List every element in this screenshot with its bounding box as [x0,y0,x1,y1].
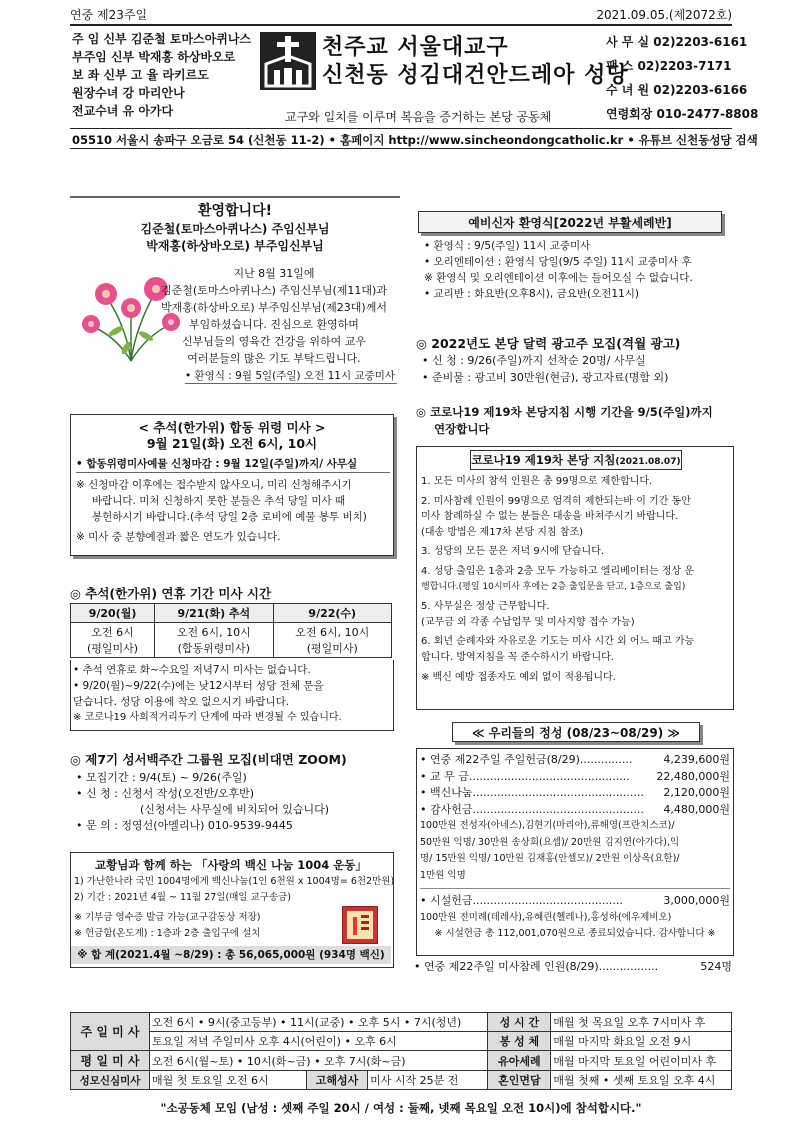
schedule-benediction: 매월 마지막 화요일 오전 9시 [551,1032,732,1051]
covid-title-continued: 연장합니다 [434,422,490,436]
staff-pastor: 주 임 신부 김준철 토마스아퀴나스 [72,32,252,46]
catechumen-line: • 교리반 : 화요반(오후8시), 금요반(오전11시) [424,288,639,300]
table-header: 9/22(수) [273,604,391,623]
facility-donors: 100만원 전미례(데레사),유혜린(헬레나),홍성하(에우제비오) [420,911,672,923]
offering-label: • 연중 제22주일 주일헌금(8/29)............... [420,753,633,766]
offering-row [420,893,730,910]
issue-bar [70,6,732,26]
calendar-ad-details [422,352,668,386]
calendar-ad-line: • 준비물 : 광고비 30만원(현금), 광고자료(명함 외) [422,371,669,384]
schedule-label-marian: 성모신심미사 [71,1071,150,1090]
chuseok-note-incense: ※ 미사 중 분향예절과 짧은 연도가 있습니다. [76,531,281,543]
covid-item: 6. 회년 순례자와 자유로운 기도는 미사 시간 외 어느 때고 가능 [421,636,695,648]
vaccine-line: ※ 헌금함(온도계) : 1층과 2층 출입구에 설치 [74,928,261,939]
schedule-label-holy-hour: 성 시 간 [488,1013,551,1032]
calendar-ad-line: • 신 청 : 9/26(주일)까지 선착순 20명/ 사무실 [422,354,646,367]
table-header: 9/21(화) 추석 [155,604,273,623]
contact-convent: 수 녀 원 02)2203-6166 [606,83,748,97]
schedule-label-infant: 유아세례 [488,1051,551,1071]
staff-list [72,30,262,120]
covid-item: ※ 백신 예방 접종자도 예외 없이 적용됩니다. [421,671,616,683]
staff-superior: 원장수녀 강 마리안나 [72,86,185,100]
issue-label: 연중 제23주일 [70,8,148,22]
bible-week-line: • 모집기간 : 9/4(토) ~ 9/26(주일) [76,771,247,784]
church-title-parish: 신천동 성김대건안드레아 성당 [322,63,629,88]
donor-line: 100만원 전성자(아네스),김현기(마리아),류해영(프란치스코)/ [420,820,675,831]
parish-logo-icon [258,30,318,92]
contact-fax: 팩 스 02)2203-7171 [606,59,732,73]
schedule-holy-hour: 매월 첫 목요일 오후 7시미사 후 [551,1013,732,1032]
table-cell [273,623,391,658]
bible-week-details [76,770,329,834]
welcome-associate: 박재홍(하상바오로) 부주임신부님 [146,239,324,253]
table-cell [155,623,273,658]
mass-kind: (평일미사) [87,642,139,655]
welcome-body-line: 박재홍(하상바오로) 부주임신부님(제23대)께서 [161,301,387,314]
schedule-marriage: 매월 첫째 • 셋째 토요일 오후 4시 [551,1071,732,1090]
offering-row [420,752,730,769]
address-bar: 05510 서울시 송파구 오금로 54 (신천동 11-2) • 홈페이지 http://www.sincheondongcatholic.kr • 유튜브 신천동성당 검색 [72,133,758,147]
catechumen-line: ※ 환영식 및 오리엔테이션 이후에는 들어오실 수 없습니다. [424,272,693,284]
welcome-body-line: 부임하셨습니다. 진심으로 환영하며 [189,318,359,331]
catechumen-line: • 오리엔테이션 : 환영식 당일(9/5 주일) 11시 교중미사 후 [424,256,692,268]
holiday-mass-table [70,603,392,658]
offerings-title: ≪ 우리들의 정성 (08/23~08/29) ≫ [472,726,680,740]
offering-row [420,802,730,819]
welcome-body-line: 김준철(토마스아퀴나스) 주임신부님(제11대)과 [161,284,387,297]
attendance-label: • 연중 제22주일 미사참례 인원(8/29)................. [414,960,659,973]
covid-item: 3. 성당의 모든 문은 저녁 9시에 닫습니다. [421,546,605,558]
schedule-infant: 매월 마지막 토요일 어린이미사 후 [551,1051,732,1071]
facility-label: • 시설헌금........................................... [420,894,623,907]
facility-amount: 3,000,000원 [663,894,730,907]
chuseok-mass-title: < 추석(한가위) 합동 위령 미사 > [138,420,326,435]
chuseok-mass-details [76,456,390,545]
covid-item: 2. 미사참례 인원이 99명으로 엄격히 제한되는바 이 기간 동안 [421,495,691,507]
catechumen-line: • 환영식 : 9/5(주일) 11시 교중미사 [424,240,591,252]
bible-week-line: • 신 청 : 신청서 작성(오전반/오후반) [76,787,255,800]
calendar-ad-title: ◎ 2022년도 본당 달력 광고주 모집(격월 광고) [416,336,681,351]
table-row [71,1013,732,1032]
schedule-label-weekday: 평 일 미 사 [71,1051,150,1071]
table-row [71,1071,732,1090]
vaccine-thermometer-image [342,906,378,944]
vaccine-line: 1) 가난한나라 국민 1004명에게 백신나눔(1인 6천원 x 1004명= 6천2만원) [74,876,395,887]
contact-list [606,30,759,126]
holiday-note-line: • 추석 연휴로 화~수요일 저녁7시 미사는 없습니다. [73,664,311,676]
small-community-footer: "소공동체 모임 (남성 : 셋째 주일 20시 / 여성 : 둘째, 넷째 목요일 오전 10시)에 참석합시다." [160,1101,642,1115]
church-title-diocese: 천주교 서울대교구 [322,35,509,60]
covid-item: 5. 사무실은 정상 근무합니다. [421,601,550,613]
vaccine-line: ※ 기부금 영수증 발급 가능(교구감동상 저장) [74,912,261,923]
welcome-body [150,265,398,367]
donor-line: 1만원 익명 [420,868,730,890]
mass-schedule-table [70,1012,732,1090]
offering-amount: 4,239,600원 [663,753,730,766]
covid-item: (대송 방법은 제17차 본당 지침 참조) [421,526,584,538]
donor-line: 명/ 15만원 익명/ 10만원 김재홍(안셀모)/ 2만원 이상옥(요한)/ [420,853,680,864]
chuseok-offering-deadline: • 합동위령미사예물 신청마감 : 9월 12일(주일)까지/ 사무실 [76,456,390,473]
chuseok-note-line: 바랍니다. 미처 신청하지 못한 분들은 추석 당일 미사 때 [92,495,346,507]
offering-amount: 4,480,000원 [663,802,730,816]
covid-guideline-items [421,474,729,685]
issue-date: 2021.09.05.(제2072호) [596,8,732,22]
covid-item: 행합니다.(평일 10시미사 후에는 2층 출입문을 닫고, 1층으로 출입) [421,581,686,592]
schedule-weekday: 오전 6시(월~토) • 10시(화~금) • 오후 7시(화~금) [150,1051,488,1071]
table-header: 9/20(월) [71,604,155,623]
welcome-pastor: 김준철(토마스아퀴나스) 주임신부님 [140,222,330,236]
covid-item: 합니다. 방역지침을 꼭 준수하시기 바랍니다. [421,651,614,663]
schedule-label-benediction: 봉 성 체 [488,1032,551,1051]
bible-week-line: (신청서는 사무실에 비치되어 있습니다) [140,803,330,816]
schedule-sunday-line2: 토요일 저녁 주일미사 오후 4시(어린이) • 오후 6시 [150,1032,488,1051]
chuseok-note-line: ※ 신청마감 이후에는 접수받지 않사오니, 미리 신청해주시기 [76,479,352,491]
holiday-note-line: 닫습니다. 성당 이용에 착오 없으시기 바랍니다. [73,696,290,708]
covid-item: 미사 참례하실 수 없는 분들은 대송을 바쳐주시기 바랍니다. [421,511,679,523]
schedule-label-sunday: 주 일 미 사 [71,1013,150,1051]
offering-amount: 22,480,000원 [656,769,730,783]
table-row [71,1051,732,1071]
holiday-mass-notes [70,660,394,731]
attendance-row [414,958,732,974]
covid-item: (교무금 외 각종 수납업무 및 미사지향 접수 가능) [421,616,635,628]
offering-label: • 감사헌금................................................. [420,802,644,816]
parish-logo [258,30,318,92]
offering-label: • 교 무 금.............................................. [420,769,630,783]
offering-row [420,769,730,786]
mass-kind: (합동위령미사) [177,642,250,655]
donation-thermometer-icon [343,907,377,943]
schedule-confession: 미사 시작 25분 전 [368,1071,488,1090]
bible-week-line: • 문 의 : 정영선(아멜리나) 010-9539-9445 [76,819,293,832]
table-row [71,604,392,623]
welcome-body-line: 신부님들의 영육간 건강을 위하여 교우 [181,335,366,348]
covid-title: ◎ 코로나19 제19차 본당지침 시행 기간을 9/5(주일)까지 [416,405,713,419]
mass-time: 오전 6시, 10시 [295,626,370,639]
staff-sister: 전교수녀 유 아가다 [72,104,174,118]
parish-motto: 교구와 일치를 이루며 복음을 증거하는 본당 공동체 [285,110,552,124]
welcome-body-line: 여러분들의 많은 기도 부탁드립니다. [187,352,361,365]
covid-box-date: (2021.08.07) [615,457,681,467]
mass-kind: (평일미사) [306,642,358,655]
chuseok-mass-subtitle: 9월 21일(화) 오전 6시, 10시 [146,436,318,451]
table-cell [71,623,155,658]
covid-item: 1. 모든 미사의 참석 인원은 총 99명으로 제한합니다. [421,476,653,487]
header-divider-top [70,128,732,129]
holiday-note-line: • 9/20(월)~9/22(수)에는 낮12시부터 성당 전체 문을 [73,680,324,692]
contact-funeral: 연령회장 010-2477-8808 [606,107,759,121]
schedule-marian: 매월 첫 토요일 오전 6시 [150,1071,307,1090]
vaccine-line: 2) 기간 : 2021년 4월 ~ 11월 27일(매일 교구송금) [74,892,292,903]
catechumen-details [424,238,693,302]
offerings-list [420,752,730,943]
facility-note: ※ 시설헌금 총 112,001,070원으로 종료되었습니다. 감사합니다 ※ [434,928,716,939]
vaccine-title: 교황님과 함께 하는 「사랑의 백신 나눔 1004 운동」 [95,858,367,872]
schedule-label-confession: 고해성사 [306,1071,367,1090]
header-divider-bottom [70,148,732,149]
schedule-label-marriage: 혼인면담 [488,1071,551,1090]
staff-associate: 부주임 신부 박재홍 하상바오로 [72,50,236,64]
offering-amount: 2,120,000원 [663,786,730,799]
donor-line: 50만원 익명/ 30만원 송상희(요셉)/ 20만원 김지연(아가다),익 [420,836,680,848]
table-row [71,623,392,658]
chuseok-note-line: 봉헌하시기 바랍니다.(추석 당일 2층 로비에 예물 봉투 비치) [92,511,367,523]
schedule-sunday-line1: 오전 6시 • 9시(중고등부) • 11시(교중) • 오후 5시 • 7시(청년) [150,1013,488,1032]
contact-office: 사 무 실 02)2203-6161 [606,35,748,49]
vaccine-total: ※ 합 계(2021.4월 ~8/29) : 총 56,065,000원 (934명 백신) [71,946,391,964]
attendance-value: 524명 [700,960,732,973]
covid-box-title: 코로나19 제19차 본당 지침 [471,453,616,467]
table-row [71,1032,732,1051]
welcome-note: • 환영식 : 9월 5일(주일) 오전 11시 교중미사 [185,370,396,382]
offering-label: • 백신나눔................................................. [420,786,644,799]
welcome-body-line: 지난 8월 31일에 [233,267,315,280]
offering-row [420,785,730,802]
covid-box-header [470,450,682,470]
welcome-title: 환영합니다! [197,203,272,219]
holiday-mass-title: ◎ 추석(한가위) 연휴 기간 미사 시간 [70,586,272,601]
covid-item: 4. 성당 출입은 1층과 2층 모두 가능하고 엘리베이터는 정상 운 [421,565,695,577]
catechumen-title: 예비신자 환영식[2022년 부활세례반] [468,216,672,230]
mass-time: 오전 6시 [91,626,134,639]
staff-assistant: 보 좌 신부 고 율 라키르도 [72,68,209,82]
holiday-note-line: ※ 코로나19 사회적거리두기 단계에 따라 변경될 수 있습니다. [73,712,342,723]
bible-week-title: ◎ 제7기 성서백주간 그룹원 모집(비대면 ZOOM) [70,752,347,767]
mass-time: 오전 6시, 10시 [176,626,251,639]
